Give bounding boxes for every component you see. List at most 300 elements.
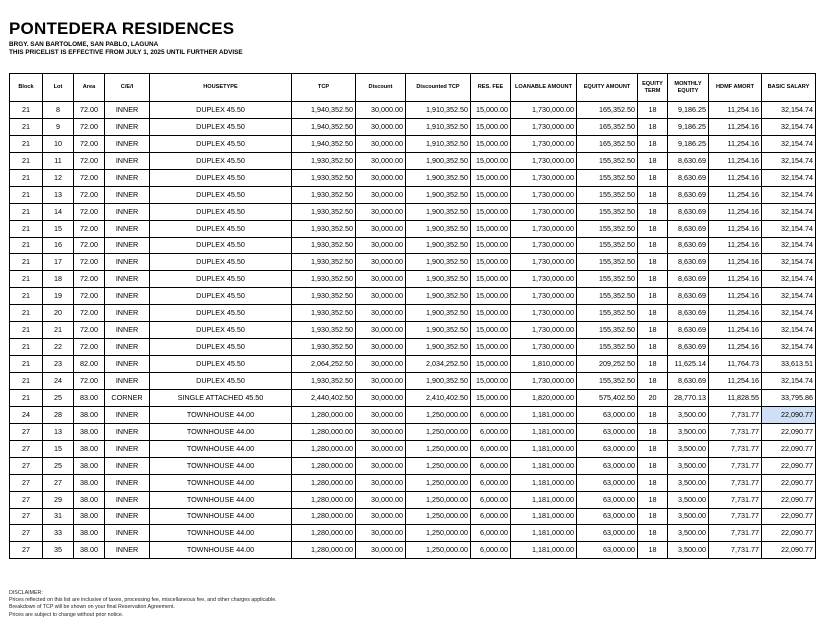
cei-cell[interactable]: INNER bbox=[105, 525, 150, 542]
block-cell[interactable]: 21 bbox=[10, 339, 43, 356]
monthly-equity-cell[interactable]: 8,630.69 bbox=[668, 373, 709, 390]
monthly-equity-cell[interactable]: 8,630.69 bbox=[668, 288, 709, 305]
block-cell[interactable]: 27 bbox=[10, 491, 43, 508]
discounted-tcp-cell[interactable]: 1,250,000.00 bbox=[406, 474, 471, 491]
equity-amount-cell[interactable]: 165,352.50 bbox=[577, 135, 638, 152]
housetype-cell[interactable]: DUPLEX 45.50 bbox=[150, 339, 292, 356]
equity-amount-cell[interactable]: 155,352.50 bbox=[577, 220, 638, 237]
area-cell[interactable]: 38.00 bbox=[74, 474, 105, 491]
discount-cell[interactable]: 30,000.00 bbox=[356, 474, 406, 491]
tcp-cell[interactable]: 1,930,352.50 bbox=[292, 288, 356, 305]
res-fee-cell[interactable]: 6,000.00 bbox=[471, 423, 511, 440]
equity-term-cell[interactable]: 18 bbox=[638, 254, 668, 271]
discounted-tcp-cell[interactable]: 1,900,352.50 bbox=[406, 152, 471, 169]
cei-cell[interactable]: INNER bbox=[105, 152, 150, 169]
block-cell[interactable]: 21 bbox=[10, 118, 43, 135]
equity-amount-cell[interactable]: 155,352.50 bbox=[577, 271, 638, 288]
cei-cell[interactable]: INNER bbox=[105, 118, 150, 135]
area-cell[interactable]: 38.00 bbox=[74, 508, 105, 525]
discounted-tcp-cell[interactable]: 1,900,352.50 bbox=[406, 373, 471, 390]
equity-term-cell[interactable]: 18 bbox=[638, 525, 668, 542]
equity-term-cell[interactable]: 18 bbox=[638, 186, 668, 203]
area-cell[interactable]: 38.00 bbox=[74, 457, 105, 474]
loanable-amount-cell[interactable]: 1,730,000.00 bbox=[511, 203, 577, 220]
res-fee-cell[interactable]: 6,000.00 bbox=[471, 491, 511, 508]
hdmf-amort-cell[interactable]: 11,254.16 bbox=[709, 271, 762, 288]
loanable-amount-cell[interactable]: 1,730,000.00 bbox=[511, 305, 577, 322]
loanable-amount-cell[interactable]: 1,730,000.00 bbox=[511, 237, 577, 254]
equity-amount-cell[interactable]: 155,352.50 bbox=[577, 169, 638, 186]
block-cell[interactable]: 27 bbox=[10, 423, 43, 440]
equity-term-cell[interactable]: 18 bbox=[638, 102, 668, 119]
basic-salary-cell[interactable]: 32,154.74 bbox=[762, 305, 816, 322]
basic-salary-cell[interactable]: 32,154.74 bbox=[762, 220, 816, 237]
loanable-amount-cell[interactable]: 1,810,000.00 bbox=[511, 356, 577, 373]
lot-cell[interactable]: 13 bbox=[43, 423, 74, 440]
block-cell[interactable]: 21 bbox=[10, 186, 43, 203]
equity-term-cell[interactable]: 18 bbox=[638, 118, 668, 135]
monthly-equity-cell[interactable]: 8,630.69 bbox=[668, 152, 709, 169]
res-fee-cell[interactable]: 15,000.00 bbox=[471, 322, 511, 339]
loanable-amount-cell[interactable]: 1,730,000.00 bbox=[511, 373, 577, 390]
hdmf-amort-cell[interactable]: 7,731.77 bbox=[709, 508, 762, 525]
loanable-amount-cell[interactable]: 1,181,000.00 bbox=[511, 406, 577, 423]
equity-amount-cell[interactable]: 165,352.50 bbox=[577, 118, 638, 135]
monthly-equity-cell[interactable]: 3,500.00 bbox=[668, 423, 709, 440]
equity-amount-cell[interactable]: 155,352.50 bbox=[577, 186, 638, 203]
lot-cell[interactable]: 8 bbox=[43, 102, 74, 119]
tcp-cell[interactable]: 1,940,352.50 bbox=[292, 118, 356, 135]
area-cell[interactable]: 38.00 bbox=[74, 542, 105, 559]
tcp-cell[interactable]: 1,280,000.00 bbox=[292, 457, 356, 474]
equity-amount-cell[interactable]: 155,352.50 bbox=[577, 152, 638, 169]
housetype-cell[interactable]: DUPLEX 45.50 bbox=[150, 135, 292, 152]
monthly-equity-cell[interactable]: 8,630.69 bbox=[668, 203, 709, 220]
res-fee-cell[interactable]: 6,000.00 bbox=[471, 406, 511, 423]
equity-amount-cell[interactable]: 155,352.50 bbox=[577, 254, 638, 271]
cei-cell[interactable]: INNER bbox=[105, 339, 150, 356]
hdmf-amort-cell[interactable]: 11,254.16 bbox=[709, 339, 762, 356]
monthly-equity-cell[interactable]: 8,630.69 bbox=[668, 254, 709, 271]
equity-amount-cell[interactable]: 209,252.50 bbox=[577, 356, 638, 373]
monthly-equity-cell[interactable]: 8,630.69 bbox=[668, 322, 709, 339]
cei-cell[interactable]: INNER bbox=[105, 220, 150, 237]
monthly-equity-cell[interactable]: 9,186.25 bbox=[668, 135, 709, 152]
res-fee-cell[interactable]: 15,000.00 bbox=[471, 305, 511, 322]
equity-amount-cell[interactable]: 165,352.50 bbox=[577, 102, 638, 119]
equity-amount-cell[interactable]: 155,352.50 bbox=[577, 305, 638, 322]
lot-cell[interactable]: 9 bbox=[43, 118, 74, 135]
equity-term-cell[interactable]: 18 bbox=[638, 440, 668, 457]
discount-cell[interactable]: 30,000.00 bbox=[356, 440, 406, 457]
equity-term-cell[interactable]: 18 bbox=[638, 457, 668, 474]
loanable-amount-cell[interactable]: 1,181,000.00 bbox=[511, 491, 577, 508]
lot-cell[interactable]: 33 bbox=[43, 525, 74, 542]
discounted-tcp-cell[interactable]: 1,250,000.00 bbox=[406, 406, 471, 423]
discounted-tcp-cell[interactable]: 1,250,000.00 bbox=[406, 457, 471, 474]
res-fee-cell[interactable]: 6,000.00 bbox=[471, 440, 511, 457]
basic-salary-cell[interactable]: 32,154.74 bbox=[762, 203, 816, 220]
lot-cell[interactable]: 24 bbox=[43, 373, 74, 390]
basic-salary-cell[interactable]: 32,154.74 bbox=[762, 102, 816, 119]
area-cell[interactable]: 72.00 bbox=[74, 152, 105, 169]
block-cell[interactable]: 27 bbox=[10, 542, 43, 559]
housetype-cell[interactable]: DUPLEX 45.50 bbox=[150, 237, 292, 254]
equity-amount-cell[interactable]: 155,352.50 bbox=[577, 237, 638, 254]
loanable-amount-cell[interactable]: 1,181,000.00 bbox=[511, 423, 577, 440]
monthly-equity-cell[interactable]: 8,630.69 bbox=[668, 220, 709, 237]
lot-cell[interactable]: 11 bbox=[43, 152, 74, 169]
tcp-cell[interactable]: 1,930,352.50 bbox=[292, 373, 356, 390]
res-fee-cell[interactable]: 15,000.00 bbox=[471, 373, 511, 390]
housetype-cell[interactable]: DUPLEX 45.50 bbox=[150, 169, 292, 186]
discounted-tcp-cell[interactable]: 1,900,352.50 bbox=[406, 254, 471, 271]
area-cell[interactable]: 72.00 bbox=[74, 322, 105, 339]
monthly-equity-cell[interactable]: 3,500.00 bbox=[668, 457, 709, 474]
hdmf-amort-cell[interactable]: 7,731.77 bbox=[709, 525, 762, 542]
discount-cell[interactable]: 30,000.00 bbox=[356, 525, 406, 542]
discount-cell[interactable]: 30,000.00 bbox=[356, 102, 406, 119]
block-cell[interactable]: 21 bbox=[10, 254, 43, 271]
housetype-cell[interactable]: TOWNHOUSE 44.00 bbox=[150, 508, 292, 525]
area-cell[interactable]: 72.00 bbox=[74, 288, 105, 305]
monthly-equity-cell[interactable]: 8,630.69 bbox=[668, 237, 709, 254]
monthly-equity-cell[interactable]: 28,770.13 bbox=[668, 389, 709, 406]
area-cell[interactable]: 38.00 bbox=[74, 491, 105, 508]
basic-salary-cell[interactable]: 32,154.74 bbox=[762, 271, 816, 288]
equity-term-cell[interactable]: 18 bbox=[638, 423, 668, 440]
hdmf-amort-cell[interactable]: 7,731.77 bbox=[709, 542, 762, 559]
hdmf-amort-cell[interactable]: 7,731.77 bbox=[709, 457, 762, 474]
basic-salary-cell[interactable]: 33,613.51 bbox=[762, 356, 816, 373]
monthly-equity-cell[interactable]: 3,500.00 bbox=[668, 440, 709, 457]
equity-amount-cell[interactable]: 63,000.00 bbox=[577, 508, 638, 525]
equity-amount-cell[interactable]: 155,352.50 bbox=[577, 373, 638, 390]
basic-salary-cell[interactable]: 22,090.77 bbox=[762, 474, 816, 491]
equity-term-cell[interactable]: 18 bbox=[638, 474, 668, 491]
housetype-cell[interactable]: TOWNHOUSE 44.00 bbox=[150, 525, 292, 542]
res-fee-cell[interactable]: 15,000.00 bbox=[471, 237, 511, 254]
res-fee-cell[interactable]: 15,000.00 bbox=[471, 169, 511, 186]
housetype-cell[interactable]: DUPLEX 45.50 bbox=[150, 305, 292, 322]
hdmf-amort-cell[interactable]: 7,731.77 bbox=[709, 474, 762, 491]
basic-salary-cell[interactable]: 32,154.74 bbox=[762, 169, 816, 186]
monthly-equity-cell[interactable]: 8,630.69 bbox=[668, 271, 709, 288]
loanable-amount-cell[interactable]: 1,181,000.00 bbox=[511, 440, 577, 457]
basic-salary-cell[interactable]: 32,154.74 bbox=[762, 135, 816, 152]
block-cell[interactable]: 27 bbox=[10, 508, 43, 525]
block-cell[interactable]: 21 bbox=[10, 169, 43, 186]
cei-cell[interactable]: INNER bbox=[105, 440, 150, 457]
block-cell[interactable]: 21 bbox=[10, 271, 43, 288]
monthly-equity-cell[interactable]: 9,186.25 bbox=[668, 118, 709, 135]
block-cell[interactable]: 21 bbox=[10, 152, 43, 169]
equity-term-cell[interactable]: 18 bbox=[638, 491, 668, 508]
cei-cell[interactable]: INNER bbox=[105, 288, 150, 305]
monthly-equity-cell[interactable]: 8,630.69 bbox=[668, 305, 709, 322]
housetype-cell[interactable]: DUPLEX 45.50 bbox=[150, 373, 292, 390]
basic-salary-cell[interactable]: 32,154.74 bbox=[762, 339, 816, 356]
lot-cell[interactable]: 29 bbox=[43, 491, 74, 508]
discount-cell[interactable]: 30,000.00 bbox=[356, 118, 406, 135]
equity-amount-cell[interactable]: 63,000.00 bbox=[577, 525, 638, 542]
tcp-cell[interactable]: 1,930,352.50 bbox=[292, 322, 356, 339]
loanable-amount-cell[interactable]: 1,181,000.00 bbox=[511, 525, 577, 542]
discounted-tcp-cell[interactable]: 1,900,352.50 bbox=[406, 203, 471, 220]
res-fee-cell[interactable]: 6,000.00 bbox=[471, 457, 511, 474]
lot-cell[interactable]: 21 bbox=[43, 322, 74, 339]
basic-salary-cell[interactable]: 22,090.77 bbox=[762, 508, 816, 525]
equity-term-cell[interactable]: 18 bbox=[638, 542, 668, 559]
res-fee-cell[interactable]: 6,000.00 bbox=[471, 508, 511, 525]
basic-salary-cell[interactable]: 22,090.77 bbox=[762, 542, 816, 559]
housetype-cell[interactable]: DUPLEX 45.50 bbox=[150, 186, 292, 203]
discount-cell[interactable]: 30,000.00 bbox=[356, 305, 406, 322]
cei-cell[interactable]: INNER bbox=[105, 305, 150, 322]
housetype-cell[interactable]: DUPLEX 45.50 bbox=[150, 254, 292, 271]
discount-cell[interactable]: 30,000.00 bbox=[356, 542, 406, 559]
discount-cell[interactable]: 30,000.00 bbox=[356, 135, 406, 152]
loanable-amount-cell[interactable]: 1,730,000.00 bbox=[511, 271, 577, 288]
discount-cell[interactable]: 30,000.00 bbox=[356, 406, 406, 423]
housetype-cell[interactable]: TOWNHOUSE 44.00 bbox=[150, 491, 292, 508]
res-fee-cell[interactable]: 15,000.00 bbox=[471, 339, 511, 356]
discount-cell[interactable]: 30,000.00 bbox=[356, 152, 406, 169]
basic-salary-cell[interactable]: 32,154.74 bbox=[762, 322, 816, 339]
hdmf-amort-cell[interactable]: 11,254.16 bbox=[709, 135, 762, 152]
cei-cell[interactable]: INNER bbox=[105, 322, 150, 339]
hdmf-amort-cell[interactable]: 7,731.77 bbox=[709, 491, 762, 508]
housetype-cell[interactable]: SINGLE ATTACHED 45.50 bbox=[150, 389, 292, 406]
block-cell[interactable]: 21 bbox=[10, 102, 43, 119]
housetype-cell[interactable]: TOWNHOUSE 44.00 bbox=[150, 457, 292, 474]
res-fee-cell[interactable]: 15,000.00 bbox=[471, 271, 511, 288]
basic-salary-cell[interactable]: 32,154.74 bbox=[762, 288, 816, 305]
discounted-tcp-cell[interactable]: 1,900,352.50 bbox=[406, 288, 471, 305]
area-cell[interactable]: 72.00 bbox=[74, 102, 105, 119]
hdmf-amort-cell[interactable]: 11,254.16 bbox=[709, 152, 762, 169]
tcp-cell[interactable]: 1,280,000.00 bbox=[292, 508, 356, 525]
block-cell[interactable]: 21 bbox=[10, 305, 43, 322]
tcp-cell[interactable]: 1,930,352.50 bbox=[292, 186, 356, 203]
discount-cell[interactable]: 30,000.00 bbox=[356, 288, 406, 305]
hdmf-amort-cell[interactable]: 11,254.16 bbox=[709, 220, 762, 237]
lot-cell[interactable]: 23 bbox=[43, 356, 74, 373]
basic-salary-cell-selected[interactable]: 22,090.77 bbox=[762, 406, 816, 423]
housetype-cell[interactable]: DUPLEX 45.50 bbox=[150, 271, 292, 288]
cei-cell[interactable]: INNER bbox=[105, 102, 150, 119]
cei-cell[interactable]: INNER bbox=[105, 135, 150, 152]
equity-amount-cell[interactable]: 63,000.00 bbox=[577, 440, 638, 457]
housetype-cell[interactable]: TOWNHOUSE 44.00 bbox=[150, 474, 292, 491]
loanable-amount-cell[interactable]: 1,730,000.00 bbox=[511, 135, 577, 152]
equity-term-cell[interactable]: 18 bbox=[638, 271, 668, 288]
hdmf-amort-cell[interactable]: 7,731.77 bbox=[709, 440, 762, 457]
cei-cell[interactable]: INNER bbox=[105, 406, 150, 423]
area-cell[interactable]: 72.00 bbox=[74, 339, 105, 356]
monthly-equity-cell[interactable]: 3,500.00 bbox=[668, 406, 709, 423]
equity-amount-cell[interactable]: 63,000.00 bbox=[577, 406, 638, 423]
res-fee-cell[interactable]: 15,000.00 bbox=[471, 203, 511, 220]
area-cell[interactable]: 38.00 bbox=[74, 525, 105, 542]
monthly-equity-cell[interactable]: 9,186.25 bbox=[668, 102, 709, 119]
monthly-equity-cell[interactable]: 8,630.69 bbox=[668, 169, 709, 186]
tcp-cell[interactable]: 1,280,000.00 bbox=[292, 491, 356, 508]
basic-salary-cell[interactable]: 32,154.74 bbox=[762, 254, 816, 271]
discount-cell[interactable]: 30,000.00 bbox=[356, 322, 406, 339]
area-cell[interactable]: 72.00 bbox=[74, 220, 105, 237]
tcp-cell[interactable]: 1,280,000.00 bbox=[292, 440, 356, 457]
basic-salary-cell[interactable]: 32,154.74 bbox=[762, 237, 816, 254]
hdmf-amort-cell[interactable]: 11,828.55 bbox=[709, 389, 762, 406]
cei-cell[interactable]: INNER bbox=[105, 423, 150, 440]
cei-cell[interactable]: INNER bbox=[105, 474, 150, 491]
tcp-cell[interactable]: 1,930,352.50 bbox=[292, 271, 356, 288]
loanable-amount-cell[interactable]: 1,730,000.00 bbox=[511, 186, 577, 203]
equity-term-cell[interactable]: 18 bbox=[638, 237, 668, 254]
equity-amount-cell[interactable]: 63,000.00 bbox=[577, 423, 638, 440]
housetype-cell[interactable]: DUPLEX 45.50 bbox=[150, 220, 292, 237]
hdmf-amort-cell[interactable]: 11,254.16 bbox=[709, 322, 762, 339]
lot-cell[interactable]: 12 bbox=[43, 169, 74, 186]
hdmf-amort-cell[interactable]: 11,254.16 bbox=[709, 237, 762, 254]
monthly-equity-cell[interactable]: 3,500.00 bbox=[668, 525, 709, 542]
monthly-equity-cell[interactable]: 3,500.00 bbox=[668, 491, 709, 508]
tcp-cell[interactable]: 1,930,352.50 bbox=[292, 339, 356, 356]
res-fee-cell[interactable]: 15,000.00 bbox=[471, 102, 511, 119]
tcp-cell[interactable]: 1,280,000.00 bbox=[292, 423, 356, 440]
equity-term-cell[interactable]: 18 bbox=[638, 152, 668, 169]
equity-amount-cell[interactable]: 155,352.50 bbox=[577, 203, 638, 220]
lot-cell[interactable]: 14 bbox=[43, 203, 74, 220]
basic-salary-cell[interactable]: 22,090.77 bbox=[762, 491, 816, 508]
area-cell[interactable]: 38.00 bbox=[74, 440, 105, 457]
discounted-tcp-cell[interactable]: 1,250,000.00 bbox=[406, 542, 471, 559]
tcp-cell[interactable]: 2,440,402.50 bbox=[292, 389, 356, 406]
cei-cell[interactable]: CORNER bbox=[105, 389, 150, 406]
basic-salary-cell[interactable]: 32,154.74 bbox=[762, 152, 816, 169]
hdmf-amort-cell[interactable]: 11,254.16 bbox=[709, 169, 762, 186]
area-cell[interactable]: 72.00 bbox=[74, 305, 105, 322]
hdmf-amort-cell[interactable]: 11,254.16 bbox=[709, 102, 762, 119]
tcp-cell[interactable]: 1,280,000.00 bbox=[292, 406, 356, 423]
cei-cell[interactable]: INNER bbox=[105, 373, 150, 390]
discounted-tcp-cell[interactable]: 1,910,352.50 bbox=[406, 102, 471, 119]
equity-amount-cell[interactable]: 63,000.00 bbox=[577, 542, 638, 559]
lot-cell[interactable]: 31 bbox=[43, 508, 74, 525]
tcp-cell[interactable]: 1,930,352.50 bbox=[292, 169, 356, 186]
basic-salary-cell[interactable]: 32,154.74 bbox=[762, 186, 816, 203]
equity-amount-cell[interactable]: 155,352.50 bbox=[577, 322, 638, 339]
discount-cell[interactable]: 30,000.00 bbox=[356, 254, 406, 271]
hdmf-amort-cell[interactable]: 11,254.16 bbox=[709, 288, 762, 305]
equity-amount-cell[interactable]: 155,352.50 bbox=[577, 339, 638, 356]
area-cell[interactable]: 72.00 bbox=[74, 186, 105, 203]
area-cell[interactable]: 38.00 bbox=[74, 423, 105, 440]
lot-cell[interactable]: 27 bbox=[43, 474, 74, 491]
lot-cell[interactable]: 18 bbox=[43, 271, 74, 288]
equity-term-cell[interactable]: 18 bbox=[638, 169, 668, 186]
lot-cell[interactable]: 19 bbox=[43, 288, 74, 305]
discount-cell[interactable]: 30,000.00 bbox=[356, 237, 406, 254]
area-cell[interactable]: 72.00 bbox=[74, 203, 105, 220]
res-fee-cell[interactable]: 15,000.00 bbox=[471, 356, 511, 373]
housetype-cell[interactable]: TOWNHOUSE 44.00 bbox=[150, 423, 292, 440]
housetype-cell[interactable]: TOWNHOUSE 44.00 bbox=[150, 440, 292, 457]
hdmf-amort-cell[interactable]: 11,254.16 bbox=[709, 373, 762, 390]
res-fee-cell[interactable]: 15,000.00 bbox=[471, 389, 511, 406]
discounted-tcp-cell[interactable]: 1,250,000.00 bbox=[406, 508, 471, 525]
res-fee-cell[interactable]: 15,000.00 bbox=[471, 220, 511, 237]
area-cell[interactable]: 72.00 bbox=[74, 271, 105, 288]
equity-amount-cell[interactable]: 155,352.50 bbox=[577, 288, 638, 305]
loanable-amount-cell[interactable]: 1,730,000.00 bbox=[511, 169, 577, 186]
tcp-cell[interactable]: 1,930,352.50 bbox=[292, 237, 356, 254]
housetype-cell[interactable]: DUPLEX 45.50 bbox=[150, 152, 292, 169]
discount-cell[interactable]: 30,000.00 bbox=[356, 169, 406, 186]
cei-cell[interactable]: INNER bbox=[105, 271, 150, 288]
block-cell[interactable]: 27 bbox=[10, 457, 43, 474]
discount-cell[interactable]: 30,000.00 bbox=[356, 203, 406, 220]
discount-cell[interactable]: 30,000.00 bbox=[356, 271, 406, 288]
tcp-cell[interactable]: 1,930,352.50 bbox=[292, 305, 356, 322]
discounted-tcp-cell[interactable]: 2,034,252.50 bbox=[406, 356, 471, 373]
res-fee-cell[interactable]: 6,000.00 bbox=[471, 474, 511, 491]
discounted-tcp-cell[interactable]: 1,250,000.00 bbox=[406, 423, 471, 440]
tcp-cell[interactable]: 1,930,352.50 bbox=[292, 220, 356, 237]
equity-term-cell[interactable]: 18 bbox=[638, 305, 668, 322]
housetype-cell[interactable]: DUPLEX 45.50 bbox=[150, 118, 292, 135]
basic-salary-cell[interactable]: 22,090.77 bbox=[762, 440, 816, 457]
loanable-amount-cell[interactable]: 1,730,000.00 bbox=[511, 118, 577, 135]
discount-cell[interactable]: 30,000.00 bbox=[356, 457, 406, 474]
discounted-tcp-cell[interactable]: 1,900,352.50 bbox=[406, 339, 471, 356]
discount-cell[interactable]: 30,000.00 bbox=[356, 339, 406, 356]
res-fee-cell[interactable]: 6,000.00 bbox=[471, 525, 511, 542]
cei-cell[interactable]: INNER bbox=[105, 491, 150, 508]
housetype-cell[interactable]: DUPLEX 45.50 bbox=[150, 288, 292, 305]
hdmf-amort-cell[interactable]: 11,254.16 bbox=[709, 254, 762, 271]
discount-cell[interactable]: 30,000.00 bbox=[356, 220, 406, 237]
cei-cell[interactable]: INNER bbox=[105, 237, 150, 254]
housetype-cell[interactable]: DUPLEX 45.50 bbox=[150, 356, 292, 373]
discounted-tcp-cell[interactable]: 1,910,352.50 bbox=[406, 118, 471, 135]
tcp-cell[interactable]: 2,064,252.50 bbox=[292, 356, 356, 373]
area-cell[interactable]: 72.00 bbox=[74, 135, 105, 152]
cei-cell[interactable]: INNER bbox=[105, 542, 150, 559]
cei-cell[interactable]: INNER bbox=[105, 169, 150, 186]
loanable-amount-cell[interactable]: 1,730,000.00 bbox=[511, 322, 577, 339]
monthly-equity-cell[interactable]: 3,500.00 bbox=[668, 508, 709, 525]
block-cell[interactable]: 21 bbox=[10, 288, 43, 305]
tcp-cell[interactable]: 1,280,000.00 bbox=[292, 474, 356, 491]
lot-cell[interactable]: 28 bbox=[43, 406, 74, 423]
hdmf-amort-cell[interactable]: 11,254.16 bbox=[709, 203, 762, 220]
lot-cell[interactable]: 25 bbox=[43, 389, 74, 406]
basic-salary-cell[interactable]: 32,154.74 bbox=[762, 373, 816, 390]
discount-cell[interactable]: 30,000.00 bbox=[356, 508, 406, 525]
discount-cell[interactable]: 30,000.00 bbox=[356, 389, 406, 406]
discount-cell[interactable]: 30,000.00 bbox=[356, 491, 406, 508]
loanable-amount-cell[interactable]: 1,181,000.00 bbox=[511, 542, 577, 559]
block-cell[interactable]: 27 bbox=[10, 440, 43, 457]
equity-term-cell[interactable]: 18 bbox=[638, 288, 668, 305]
discounted-tcp-cell[interactable]: 1,900,352.50 bbox=[406, 186, 471, 203]
tcp-cell[interactable]: 1,940,352.50 bbox=[292, 102, 356, 119]
equity-amount-cell[interactable]: 63,000.00 bbox=[577, 474, 638, 491]
block-cell[interactable]: 21 bbox=[10, 203, 43, 220]
loanable-amount-cell[interactable]: 1,730,000.00 bbox=[511, 254, 577, 271]
